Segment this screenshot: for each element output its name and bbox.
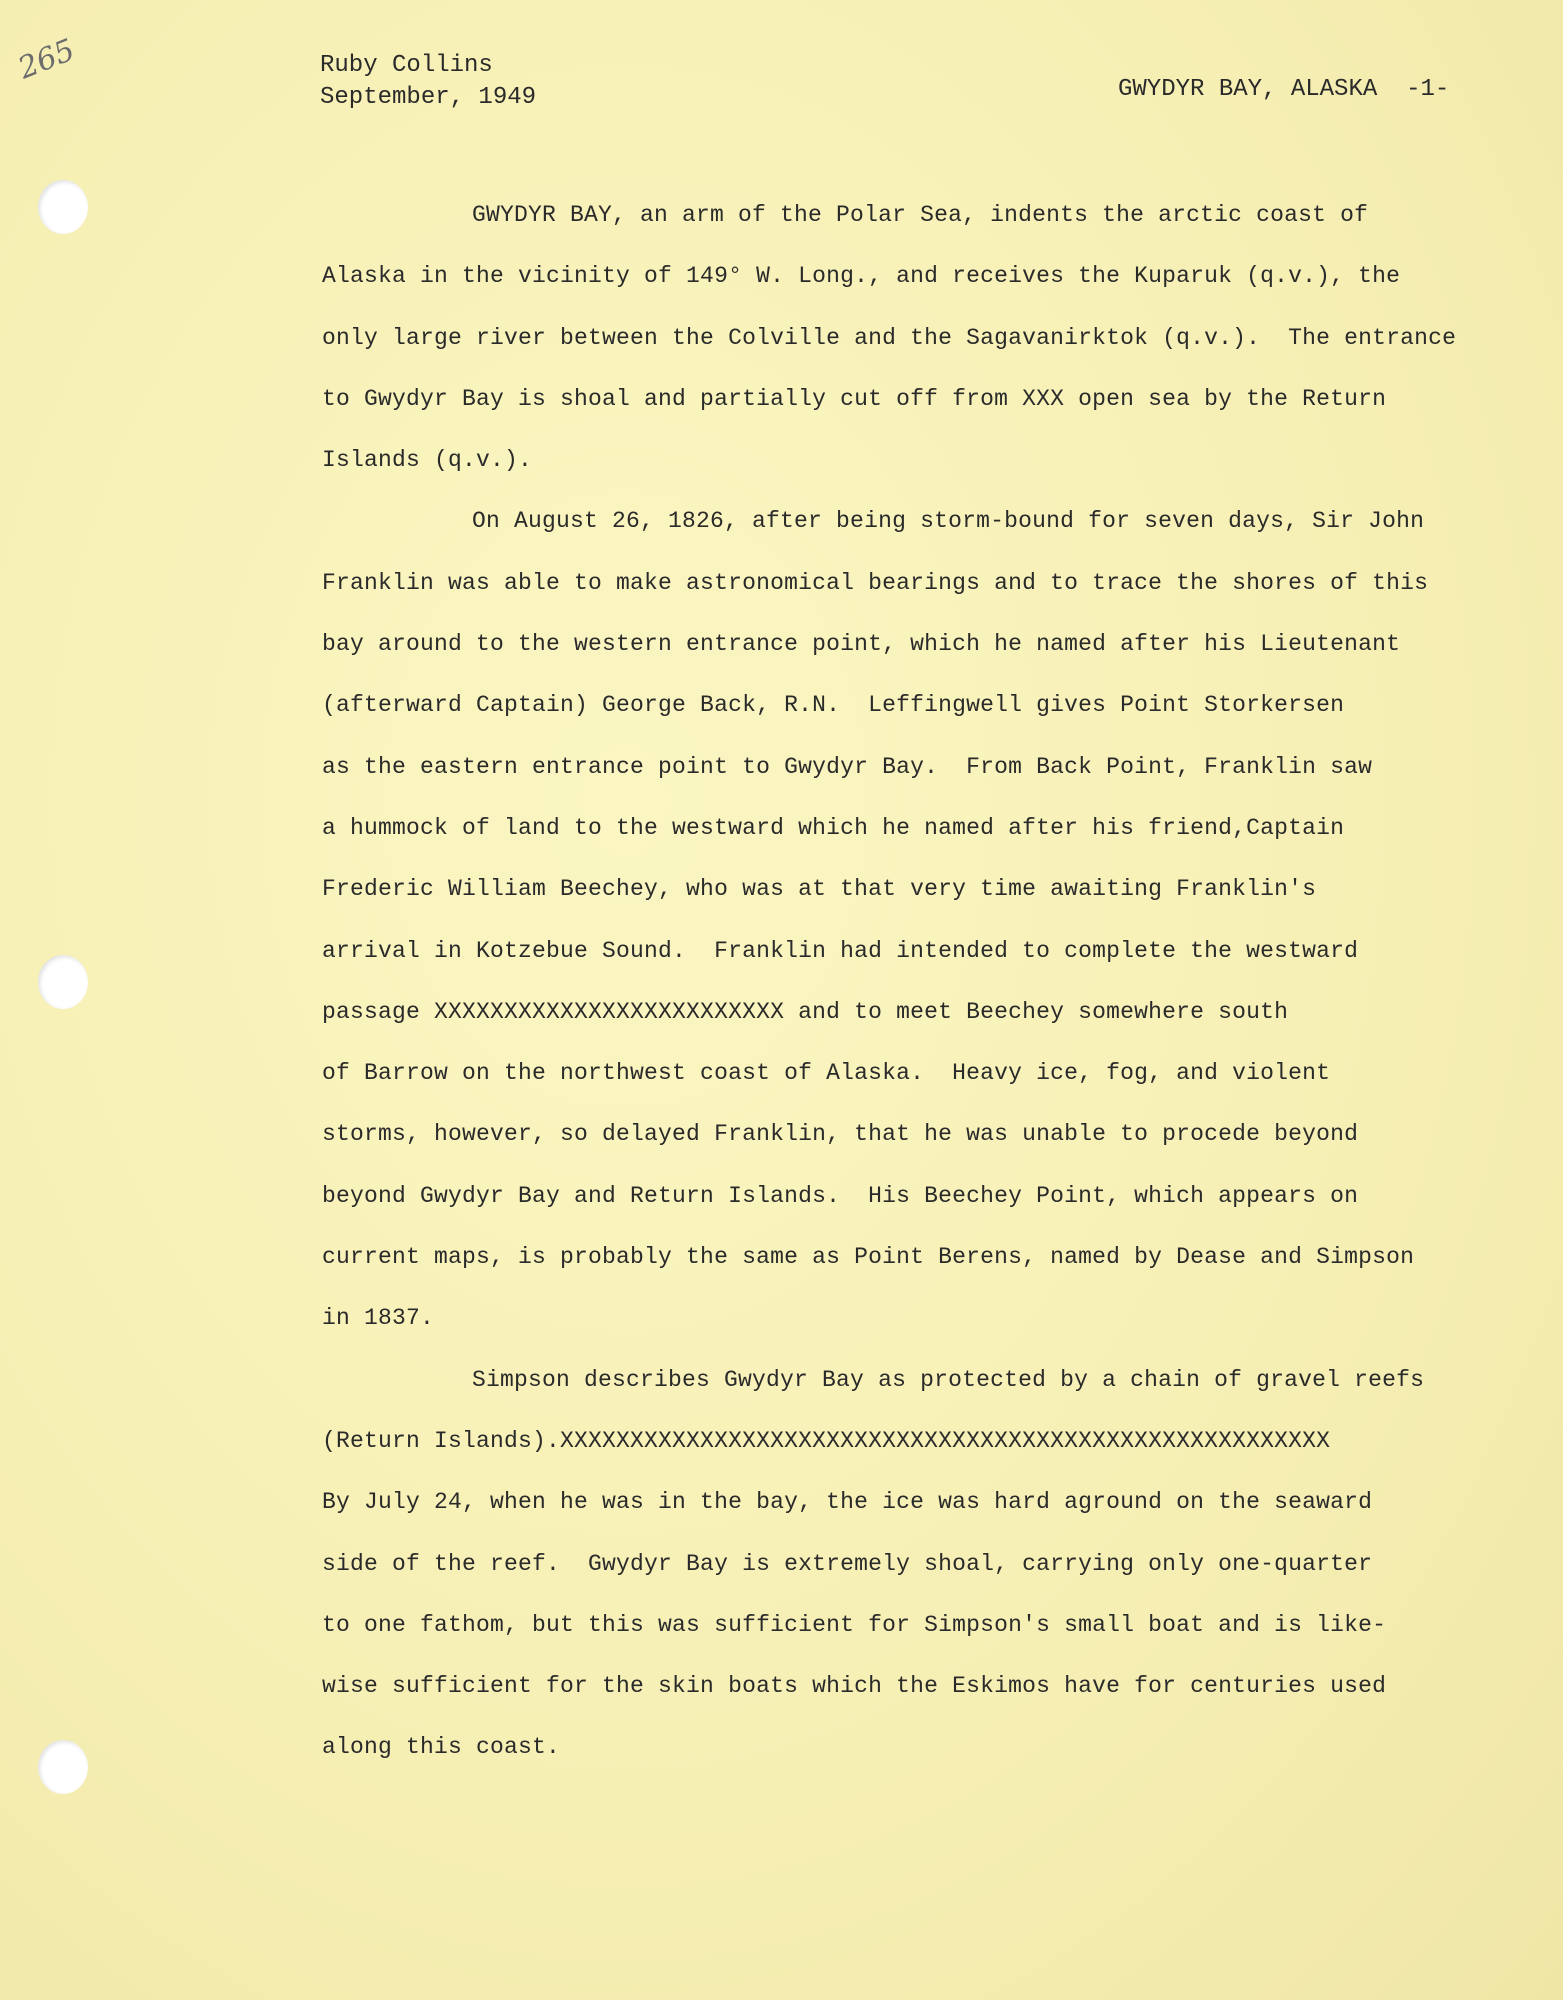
text-line: beyond Gwydyr Bay and Return Islands. His Beechey Point, which appears on: [322, 1182, 1359, 1209]
text-line: of Barrow on the northwest coast of Alaska. Heavy ice, fog, and violent: [322, 1060, 1331, 1087]
handwritten-page-note: 265: [13, 32, 80, 87]
text-line: only large river between the Colville and the Sagavanirktok (q.v.). The entrance: [322, 324, 1457, 351]
page-number: -1-: [1406, 76, 1450, 103]
text-line: to one fathom, but this was sufficient for Simpson's small boat and is like-: [322, 1611, 1387, 1638]
text-line: storms, however, so delayed Franklin, that he was unable to procede beyond: [322, 1121, 1359, 1148]
text-line: side of the reef. Gwydyr Bay is extremely shoal, carrying only one-quarter: [322, 1550, 1373, 1577]
text-line: Frederic William Beechey, who was at that very time awaiting Franklin's: [322, 876, 1317, 903]
text-line: GWYDYR BAY, an arm of the Polar Sea, indents the arctic coast of: [472, 202, 1369, 228]
text-line: to Gwydyr Bay is shoal and partially cut off from XXX open sea by the Return: [322, 385, 1387, 412]
text-line: bay around to the western entrance point, which he named after his Lieutenant: [322, 631, 1401, 658]
punch-hole-top: [38, 180, 88, 234]
text-line: along this coast.: [322, 1734, 561, 1761]
text-line: (Return Islands).XXXXXXXXXXXXXXXXXXXXXXXXXXXXXXXXXXXXXXXXXXXXXXXXXXXXXXX: [322, 1427, 1331, 1454]
author-name: Ruby Collins: [320, 52, 493, 79]
document-title: GWYDYR BAY, ALASKA: [1118, 76, 1378, 103]
punch-hole-middle: [38, 955, 88, 1009]
text-line: Alaska in the vicinity of 149° W. Long., and receives the Kuparuk (q.v.), the: [322, 263, 1401, 290]
header-left: [320, 50, 536, 114]
text-line: (afterward Captain) George Back, R.N. Leffingwell gives Point Storkersen: [322, 692, 1345, 719]
text-line: Simpson describes Gwydyr Bay as protected by a chain of gravel reefs: [472, 1366, 1425, 1393]
text-line: arrival in Kotzebue Sound. Franklin had intended to complete the westward: [322, 937, 1359, 964]
text-line: as the eastern entrance point to Gwydyr Bay. From Back Point, Franklin saw: [322, 753, 1373, 780]
body-text: [322, 185, 1562, 1779]
text-line: By July 24, when he was in the bay, the ice was hard aground on the seaward: [322, 1489, 1373, 1516]
text-line: On August 26, 1826, after being storm-bound for seven days, Sir John: [472, 508, 1425, 535]
punch-hole-bottom: [38, 1740, 88, 1794]
document-date: September, 1949: [320, 84, 537, 111]
header-right: [1118, 74, 1449, 106]
text-line: passage XXXXXXXXXXXXXXXXXXXXXXXXX and to meet Beechey somewhere south: [322, 998, 1289, 1025]
text-line: current maps, is probably the same as Point Berens, named by Dease and Simpson: [322, 1244, 1415, 1271]
text-line: Islands (q.v.).: [322, 447, 533, 474]
text-line: in 1837.: [322, 1305, 435, 1332]
text-line: Franklin was able to make astronomical bearings and to trace the shores of this: [322, 569, 1429, 596]
text-line: wise sufficient for the skin boats which the Eskimos have for centuries used: [322, 1673, 1387, 1700]
text-line: a hummock of land to the westward which he named after his friend,Captain: [322, 814, 1345, 841]
